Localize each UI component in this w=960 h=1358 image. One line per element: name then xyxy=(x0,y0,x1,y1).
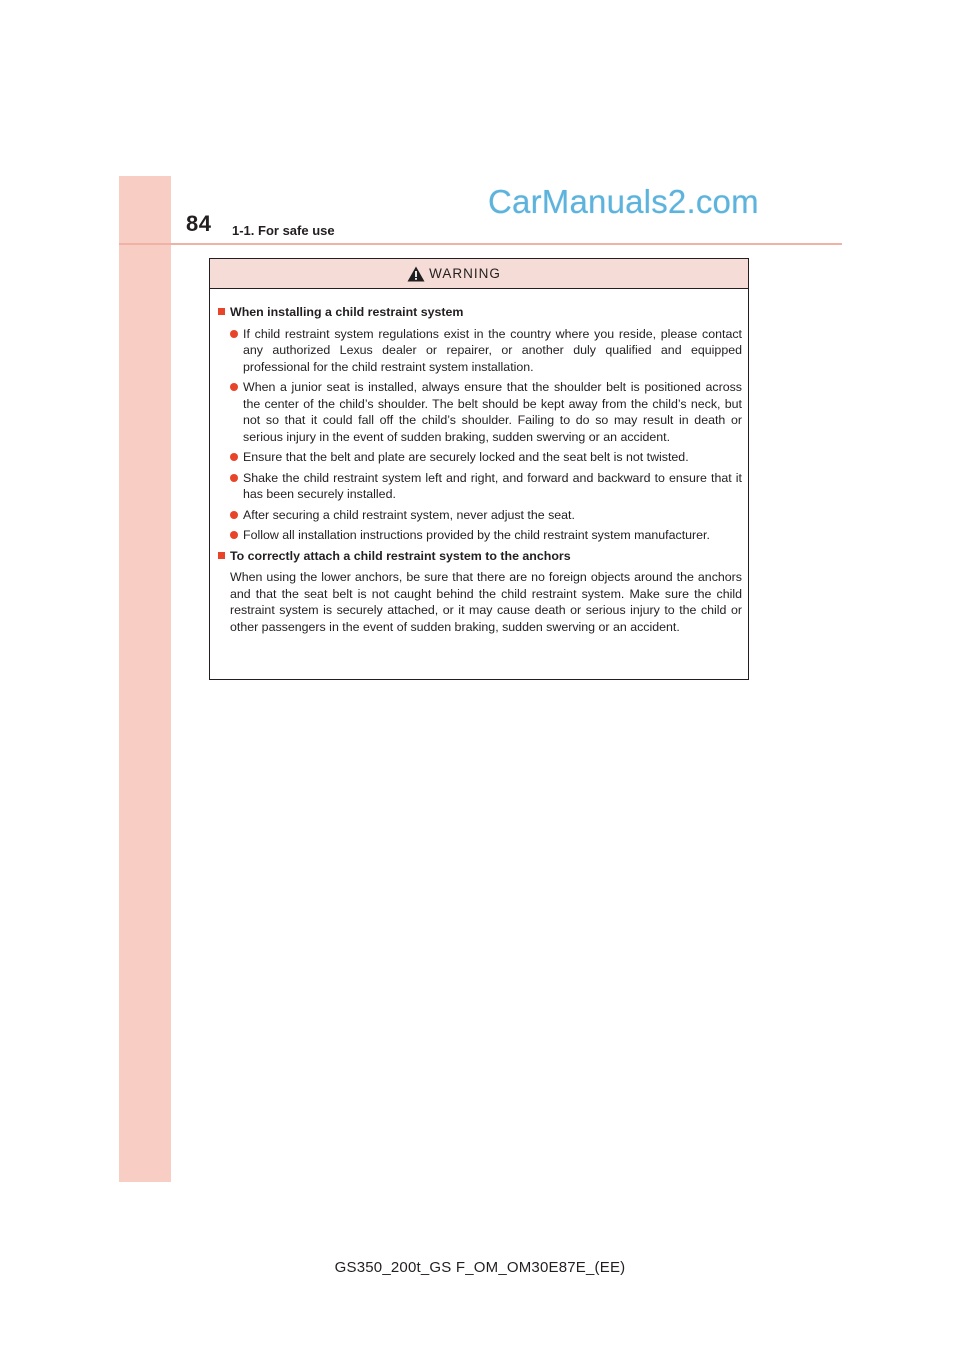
list-item: After securing a child restraint system, never adjust the seat. xyxy=(218,507,742,524)
circle-bullet-icon xyxy=(230,383,238,391)
section-title: 1-1. For safe use xyxy=(232,223,335,238)
warning-body xyxy=(210,289,748,635)
header-rule xyxy=(119,243,842,245)
square-bullet-icon xyxy=(218,552,225,559)
section-heading-anchors: To correctly attach a child restraint system to the anchors xyxy=(218,548,742,565)
warning-triangle-icon xyxy=(407,266,425,282)
list-item: When a junior seat is installed, always ensure that the shoulder belt is positioned across the center of the child’s shoulder. The belt should be kept away from the child’s neck, but not so that it could fall off the child’s shoulder. Failing to do so may result in death or serious injury in the event of sudden braking, sudden swerving or an accident. xyxy=(218,379,742,445)
warning-header xyxy=(210,259,748,289)
side-color-strip xyxy=(119,176,171,1182)
list-item: Shake the child restraint system left and right, and forward and backward to ensure that it has been securely installed. xyxy=(218,470,742,503)
watermark-link[interactable]: CarManuals2.com xyxy=(488,183,759,220)
circle-bullet-icon xyxy=(230,453,238,461)
square-bullet-icon xyxy=(218,308,225,315)
warning-label: WARNING xyxy=(429,266,501,281)
page-number: 84 xyxy=(186,211,212,236)
list-item: If child restraint system regulations exist in the country where you reside, please contact any authorized Lexus dealer or repairer, or another duly qualified and equipped professional for the child restraint system installation. xyxy=(218,326,742,376)
list-item: Follow all installation instructions provided by the child restraint system manufacturer. xyxy=(218,527,742,544)
circle-bullet-icon xyxy=(230,511,238,519)
document-code: GS350_200t_GS F_OM_OM30E87E_(EE) xyxy=(334,1259,626,1276)
circle-bullet-icon xyxy=(230,531,238,539)
circle-bullet-icon xyxy=(230,474,238,482)
warning-box xyxy=(209,258,749,680)
list-item: Ensure that the belt and plate are securely locked and the seat belt is not twisted. xyxy=(218,449,742,466)
section-heading-installing: When installing a child restraint system xyxy=(218,304,742,321)
circle-bullet-icon xyxy=(230,330,238,338)
anchors-paragraph: When using the lower anchors, be sure that there are no foreign objects around the anchors and that the seat belt is not caught behind the child restraint system. Make sure the child restraint system is securely attached, or it may cause death or serious injury to the child or other passengers in the event of sudden braking, sudden swerving or an accident. xyxy=(230,570,742,634)
